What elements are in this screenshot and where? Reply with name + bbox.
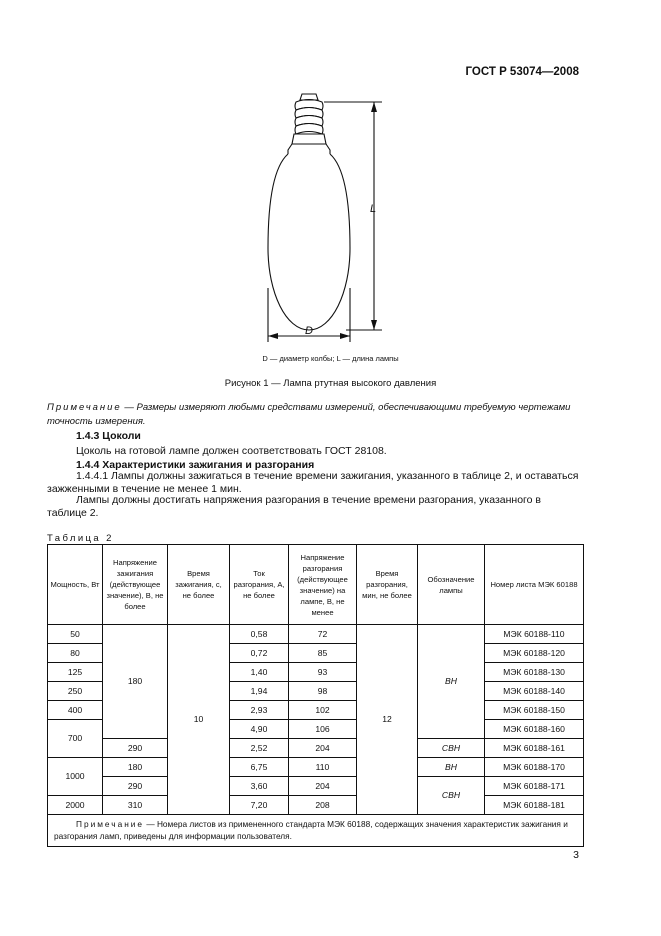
table-2 xyxy=(47,544,584,847)
header-warmup-time: Время разгорания, мин, не более xyxy=(357,545,418,625)
table-cell: МЭК 60188-130 xyxy=(485,663,584,682)
table-row xyxy=(48,796,584,815)
table-cell: 2,52 xyxy=(230,739,289,758)
label-d: D xyxy=(305,325,313,337)
table-cell: МЭК 60188-181 xyxy=(485,796,584,815)
table-cell: СВН xyxy=(418,739,485,758)
table-cell: 204 xyxy=(289,777,357,796)
table-cell: 4,90 xyxy=(230,720,289,739)
table-cell: 208 xyxy=(289,796,357,815)
label-l: L xyxy=(370,203,377,215)
table-cell: 0,58 xyxy=(230,625,289,644)
heading-1-4-4: 1.4.4 Характеристики зажигания и разгорания xyxy=(76,459,315,471)
header-ignition-voltage: Напряжение зажигания (действующее значение), В, не более xyxy=(103,545,168,625)
figure-legend: D — диаметр колбы; L — длина лампы xyxy=(262,354,399,363)
note-text: — Размеры измеряют любыми средствами измерений, обеспечивающими требуемую чертежами точность измерения. xyxy=(47,402,571,427)
table-cell: 12 xyxy=(357,625,418,815)
table-cell: 72 xyxy=(289,625,357,644)
table-cell: МЭК 60188-110 xyxy=(485,625,584,644)
paragraph-1-4-4-1: 1.4.4.1 Лампы должны зажигаться в течение времени зажигания, указанного в таблице 2, и оставаться зажженными в течение не менее 1 мин. xyxy=(47,470,579,495)
page-number: 3 xyxy=(573,849,579,861)
header-ignition-time: Время зажигания, с, не более xyxy=(168,545,230,625)
table-cell: 125 xyxy=(48,663,103,682)
table-cell: 250 xyxy=(48,682,103,701)
header-voltage: Напряжение разгорания (действующее значение) на лампе, В, не менее xyxy=(289,545,357,625)
table-cell: 2,93 xyxy=(230,701,289,720)
table-cell: МЭК 60188-120 xyxy=(485,644,584,663)
table-cell: 290 xyxy=(103,777,168,796)
table-row xyxy=(48,758,584,777)
table-cell: 1,94 xyxy=(230,682,289,701)
cap-base xyxy=(292,134,326,144)
table-cell: 110 xyxy=(289,758,357,777)
table-cell: 0,72 xyxy=(230,644,289,663)
table-cell: 700 xyxy=(48,720,103,758)
table-cell: МЭК 60188-171 xyxy=(485,777,584,796)
table-cell: 1,40 xyxy=(230,663,289,682)
table-row xyxy=(48,739,584,758)
table-cell: 180 xyxy=(103,625,168,739)
table-cell: 85 xyxy=(289,644,357,663)
table-cell: 102 xyxy=(289,701,357,720)
table-cell: 80 xyxy=(48,644,103,663)
table-cell: МЭК 60188-140 xyxy=(485,682,584,701)
table-header-row xyxy=(48,545,584,625)
table-cell: 93 xyxy=(289,663,357,682)
bulb-outline xyxy=(268,154,350,330)
table-cell: 2000 xyxy=(48,796,103,815)
table-cell: МЭК 60188-161 xyxy=(485,739,584,758)
table-cell: ВН xyxy=(418,625,485,739)
note-label: Примечание xyxy=(47,402,122,413)
header-designation: Обозначение лампы xyxy=(418,545,485,625)
figure-caption: Рисунок 1 — Лампа ртутная высокого давления xyxy=(224,378,437,389)
table-cell: СВН xyxy=(418,777,485,815)
figure-note xyxy=(47,401,583,428)
table-cell: МЭК 60188-160 xyxy=(485,720,584,739)
table-cell: 6,75 xyxy=(230,758,289,777)
table-cell: 180 xyxy=(103,758,168,777)
table-cell: 50 xyxy=(48,625,103,644)
heading-1-4-3: 1.4.3 Цоколи xyxy=(76,430,141,442)
header-power: Мощность, Вт xyxy=(48,545,103,625)
table-row xyxy=(48,625,584,644)
header-current: Ток разгорания, А, не более xyxy=(230,545,289,625)
table-cell: 106 xyxy=(289,720,357,739)
table-cell: МЭК 60188-170 xyxy=(485,758,584,777)
table-cell: 7,20 xyxy=(230,796,289,815)
table-note: Примечание — Номера листов из примененного стандарта МЭК 60188, содержащих значения характеристик зажигания и разгорания ламп, приведены для информации пользователя. xyxy=(48,815,584,847)
table-cell: 310 xyxy=(103,796,168,815)
table-cell: 98 xyxy=(289,682,357,701)
table-row xyxy=(48,777,584,796)
table-cell: 3,60 xyxy=(230,777,289,796)
paragraph-1-4-4-2: Лампы должны достигать напряжения разгорания в течение времени разгорания, указанного в таблице 2. xyxy=(47,494,541,519)
header-sheet: Номер листа МЭК 60188 xyxy=(485,545,584,625)
table-cell: 400 xyxy=(48,701,103,720)
table-cell: 10 xyxy=(168,625,230,815)
table-note-row xyxy=(48,815,584,847)
table-cell: МЭК 60188-150 xyxy=(485,701,584,720)
lamp-figure xyxy=(236,88,386,350)
document-header: ГОСТ Р 53074—2008 xyxy=(465,66,579,78)
table-cell: 290 xyxy=(103,739,168,758)
table-cell: 204 xyxy=(289,739,357,758)
table-cell: ВН xyxy=(418,758,485,777)
table-cell: 1000 xyxy=(48,758,103,796)
table-caption: Таблица 2 xyxy=(47,533,114,544)
text-1-4-3: Цоколь на готовой лампе должен соответствовать ГОСТ 28108. xyxy=(76,445,387,457)
